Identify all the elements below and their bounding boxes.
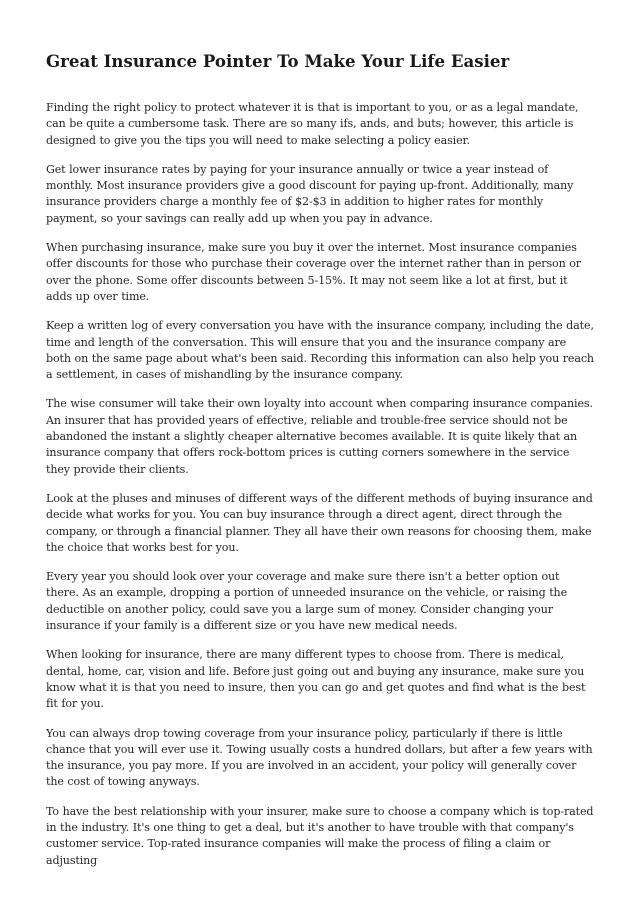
- paragraph-10: To have the best relationship with your insurer, make sure to choose a company which is top-rated in the industry. It's one thing to get a deal, but it's another to have trouble with that company's customer service. Top-rated insurance companies will make the process of filing a claim or adjusting: [46, 804, 594, 867]
- paragraph-5: The wise consumer will take their own loyalty into account when comparing insurance companies. An insurer that has provided years of effective, reliable and trouble-free service should not be abandoned the instant a slightly cheaper alternative becomes available. It is quite likely that an insurance company that offers rock-bottom prices is cutting corners somewhere in the service they provide their clients.: [46, 397, 593, 476]
- paragraph-8: When looking for insurance, there are many different types to choose from. There is medical, dental, home, car, vision and life. Before just going out and buying any insurance, make sure you know what it is that you need to insure, then you can go and get quotes and find what is the best fit for you.: [46, 648, 586, 711]
- paragraph-3: When purchasing insurance, make sure you buy it over the internet. Most insurance companies offer discounts for those who purchase their coverage over the internet rather than in person or over the phone. Some offer discounts between 5-15%. It may not seem like a lot at first, but it adds up over time.: [46, 241, 581, 303]
- document-title: Great Insurance Pointer To Make Your Life Easier: [46, 51, 510, 71]
- document-body: [46, 100, 594, 882]
- document-page: [46, 0, 594, 903]
- paragraph-6: Look at the pluses and minuses of different ways of the different methods of buying insurance and decide what works for you. You can buy insurance through a direct agent, direct through the company, or through a financial planner. They all have their own reasons for choosing them, make the choice that works best for you.: [46, 491, 593, 554]
- paragraph-1: Finding the right policy to protect whatever it is that is important to you, or as a legal mandate, can be quite a cumbersome task. There are so many ifs, ands, and buts; however, this article is designed to give you the tips you will need to make selecting a policy easier.: [46, 101, 579, 147]
- paragraph-4: Keep a written log of every conversation you have with the insurance company, including the date, time and length of the conversation. This will ensure that you and the insurance company are both on the same page about what's been said. Recording this information can also help you reach a settlement, in cases of mishandling by the insurance company.: [46, 319, 594, 382]
- paragraph-7: Every year you should look over your coverage and make sure there isn't a better option out there. As an example, dropping a portion of unneeded insurance on the vehicle, or raising the deductible on another policy, could save you a large sum of money. Consider changing your insurance if your family is a different size or you have new medical needs.: [46, 570, 568, 633]
- paragraph-9: You can always drop towing coverage from your insurance policy, particularly if there is little chance that you will ever use it. Towing usually costs a hundred dollars, but after a few years with the insurance, you pay more. If you are involved in an accident, your policy will generally cover the cost of towing anyways.: [46, 726, 593, 789]
- paragraph-2: Get lower insurance rates by paying for your insurance annually or twice a year instead of monthly. Most insurance providers give a good discount for paying up-front. Additionally, many insurance providers charge a monthly fee of $2-$3 in addition to higher rates for monthly payment, so your savings can really add up when you pay in advance.: [46, 162, 574, 225]
